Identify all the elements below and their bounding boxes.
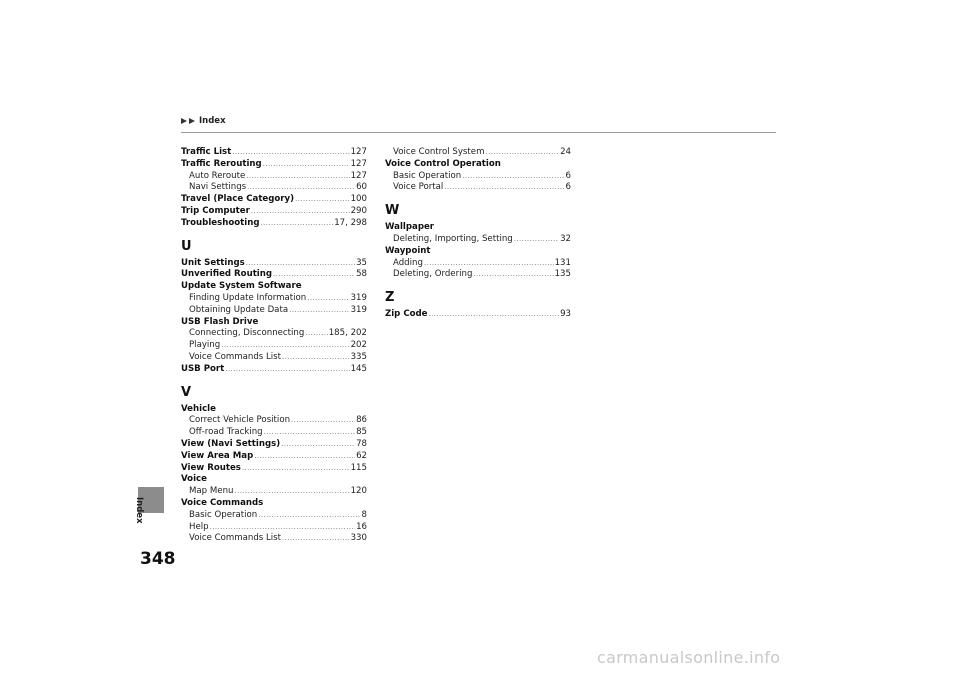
index-entry [181,474,367,486]
index-page-ref[interactable]: 60 [356,182,367,193]
index-entry[interactable] [181,147,367,159]
dot-leader [291,415,355,427]
index-term: Troubleshooting [181,217,260,228]
index-term: Unverified Routing [181,269,273,280]
index-term: Voice Control System [393,147,485,157]
dot-leader [251,206,350,218]
index-term: Deleting, Ordering [393,269,473,280]
index-term: Wallpaper [385,222,435,233]
index-entry[interactable] [181,194,367,206]
index-page-ref[interactable]: 85 [356,427,367,438]
index-subentry[interactable] [181,427,367,439]
index-entry [181,317,367,329]
index-term: Deleting, Importing, Setting [393,233,513,244]
index-term: USB Flash Drive [181,316,259,327]
index-term: Voice Commands List [189,351,282,362]
index-term: Traffic Rerouting [181,158,262,169]
dot-leader [307,293,349,305]
dot-leader [429,309,560,321]
index-subentry[interactable] [181,522,367,534]
dot-leader [260,218,333,230]
index-entry[interactable] [181,364,367,376]
index-term: View Area Map [181,450,254,461]
dot-leader [424,258,554,270]
index-subentry[interactable] [385,234,571,246]
dot-leader [264,427,355,439]
side-tab-label: Index [134,497,144,524]
index-entry[interactable] [181,451,367,463]
index-subentry[interactable] [385,147,571,159]
index-term: Basic Operation [189,509,258,520]
dot-leader [263,159,350,171]
index-letter-heading: Z [385,290,395,306]
index-page-ref[interactable]: 145 [350,363,367,374]
index-subentry[interactable] [181,510,367,522]
index-page-ref[interactable]: 35 [356,257,367,268]
index-term: Voice Commands List [189,533,282,544]
dot-leader [295,194,350,206]
index-page-ref[interactable]: 185, 202 [328,328,367,339]
index-page-ref[interactable]: 100 [350,194,367,205]
index-term: Voice Portal [393,182,444,193]
index-page-ref[interactable]: 120 [350,486,367,497]
index-term: Voice Control Operation [385,158,501,169]
index-page-ref[interactable]: 115 [350,462,367,473]
index-subentry[interactable] [181,340,367,352]
index-subentry[interactable] [181,328,367,340]
breadcrumb-label: Index [199,116,226,126]
dot-leader [242,463,350,475]
index-entry[interactable] [181,258,367,270]
dot-leader [305,328,327,340]
index-page-ref[interactable]: 319 [350,304,367,315]
index-subentry[interactable] [181,305,367,317]
index-subentry[interactable] [181,352,367,364]
index-page-ref[interactable]: 135 [554,269,571,280]
dot-leader [514,234,559,246]
index-subentry[interactable] [181,486,367,498]
index-page-ref[interactable]: 127 [350,158,367,169]
index-subentry[interactable] [385,269,571,281]
index-page-ref[interactable]: 32 [560,233,571,244]
dot-leader [485,147,559,159]
index-entry[interactable] [181,159,367,171]
index-entry[interactable] [181,206,367,218]
page-number: 348 [140,549,176,569]
index-page-ref[interactable]: 290 [350,205,367,216]
index-entry [385,246,571,258]
index-term: Voice Commands [181,497,264,508]
index-term: Navi Settings [189,182,247,193]
index-page-ref[interactable]: 8 [361,509,367,520]
index-page-ref[interactable]: 202 [350,340,367,351]
index-term: Trip Computer [181,205,250,216]
index-column-left [181,147,367,545]
index-page-ref[interactable]: 93 [560,309,571,320]
index-term: Basic Operation [393,170,462,181]
dot-leader [246,171,349,183]
index-entry[interactable] [181,463,367,475]
dot-leader [225,364,349,376]
index-term: View Routes [181,462,241,473]
index-term: View (Navi Settings) [181,438,281,449]
dot-leader [282,352,350,364]
dot-leader [258,510,360,522]
index-term: Correct Vehicle Position [189,415,291,426]
breadcrumb[interactable] [181,114,226,128]
index-subentry[interactable] [385,182,571,194]
dot-leader [281,439,355,451]
index-term: Traffic List [181,147,232,157]
index-term: Waypoint [385,245,431,256]
index-page-ref[interactable]: 319 [350,292,367,303]
breadcrumb-arrow-icon [189,118,195,124]
index-entry[interactable] [181,439,367,451]
dot-leader [273,269,355,281]
index-term: Travel (Place Category) [181,194,295,205]
breadcrumb-arrow-icon [181,118,187,124]
dot-leader [247,182,355,194]
index-subentry[interactable] [385,258,571,270]
index-page-ref[interactable]: 62 [356,450,367,461]
index-term: Auto Reroute [189,170,246,181]
index-term: Unit Settings [181,257,245,268]
index-term: Voice [181,474,207,485]
dot-leader [232,147,349,159]
index-page-ref[interactable]: 58 [356,269,367,280]
index-page-ref[interactable]: 16 [356,521,367,532]
index-entry[interactable] [181,269,367,281]
dot-leader [246,258,355,270]
index-page-ref[interactable]: 6 [565,170,571,181]
index-page-ref[interactable]: 131 [554,257,571,268]
index-term: Adding [393,257,423,268]
index-entry [385,222,571,234]
index-term: Off-road Tracking [189,427,263,438]
dot-leader [282,533,350,545]
dot-leader [473,269,553,281]
index-entry [181,498,367,510]
dot-leader [210,522,355,534]
index-page-ref[interactable]: 24 [560,147,571,157]
dot-leader [221,340,349,352]
index-entry [385,159,571,171]
index-page-ref[interactable]: 335 [350,351,367,362]
index-term: Help [189,521,209,532]
index-subentry[interactable] [181,293,367,305]
index-page-ref[interactable]: 86 [356,415,367,426]
index-page-ref[interactable]: 78 [356,438,367,449]
index-letter-heading: V [181,384,192,400]
index-letter-heading: W [385,203,400,219]
dot-leader [444,182,564,194]
index-subentry[interactable] [181,533,367,545]
dot-leader [462,171,564,183]
index-term: Vehicle [181,403,216,414]
index-subentry[interactable] [181,171,367,183]
index-page-ref[interactable]: 17, 298 [334,217,367,228]
index-column-right [385,147,571,321]
index-term: Finding Update Information [189,292,307,303]
index-entry[interactable] [181,218,367,230]
watermark: carmanualsonline.info [597,648,781,667]
dot-leader [289,305,350,317]
dot-leader [234,486,349,498]
index-page-ref[interactable]: 330 [350,533,367,544]
index-entry[interactable] [385,309,571,321]
index-letter-heading: U [181,238,192,254]
index-subentry[interactable] [181,182,367,194]
index-term: USB Port [181,363,225,374]
index-subentry[interactable] [181,415,367,427]
index-entry [181,404,367,416]
index-subentry[interactable] [385,171,571,183]
index-term: Obtaining Update Data [189,304,289,315]
dot-leader [254,451,355,463]
index-term: Connecting, Disconnecting [189,328,305,339]
index-page-ref[interactable]: 127 [350,147,367,157]
index-page-ref[interactable]: 127 [350,170,367,181]
index-entry [181,281,367,293]
index-term: Update System Software [181,281,302,292]
index-term: Zip Code [385,309,428,320]
index-page-ref[interactable]: 6 [565,182,571,193]
index-term: Playing [189,340,221,351]
header-divider [181,132,776,133]
index-term: Map Menu [189,486,234,497]
